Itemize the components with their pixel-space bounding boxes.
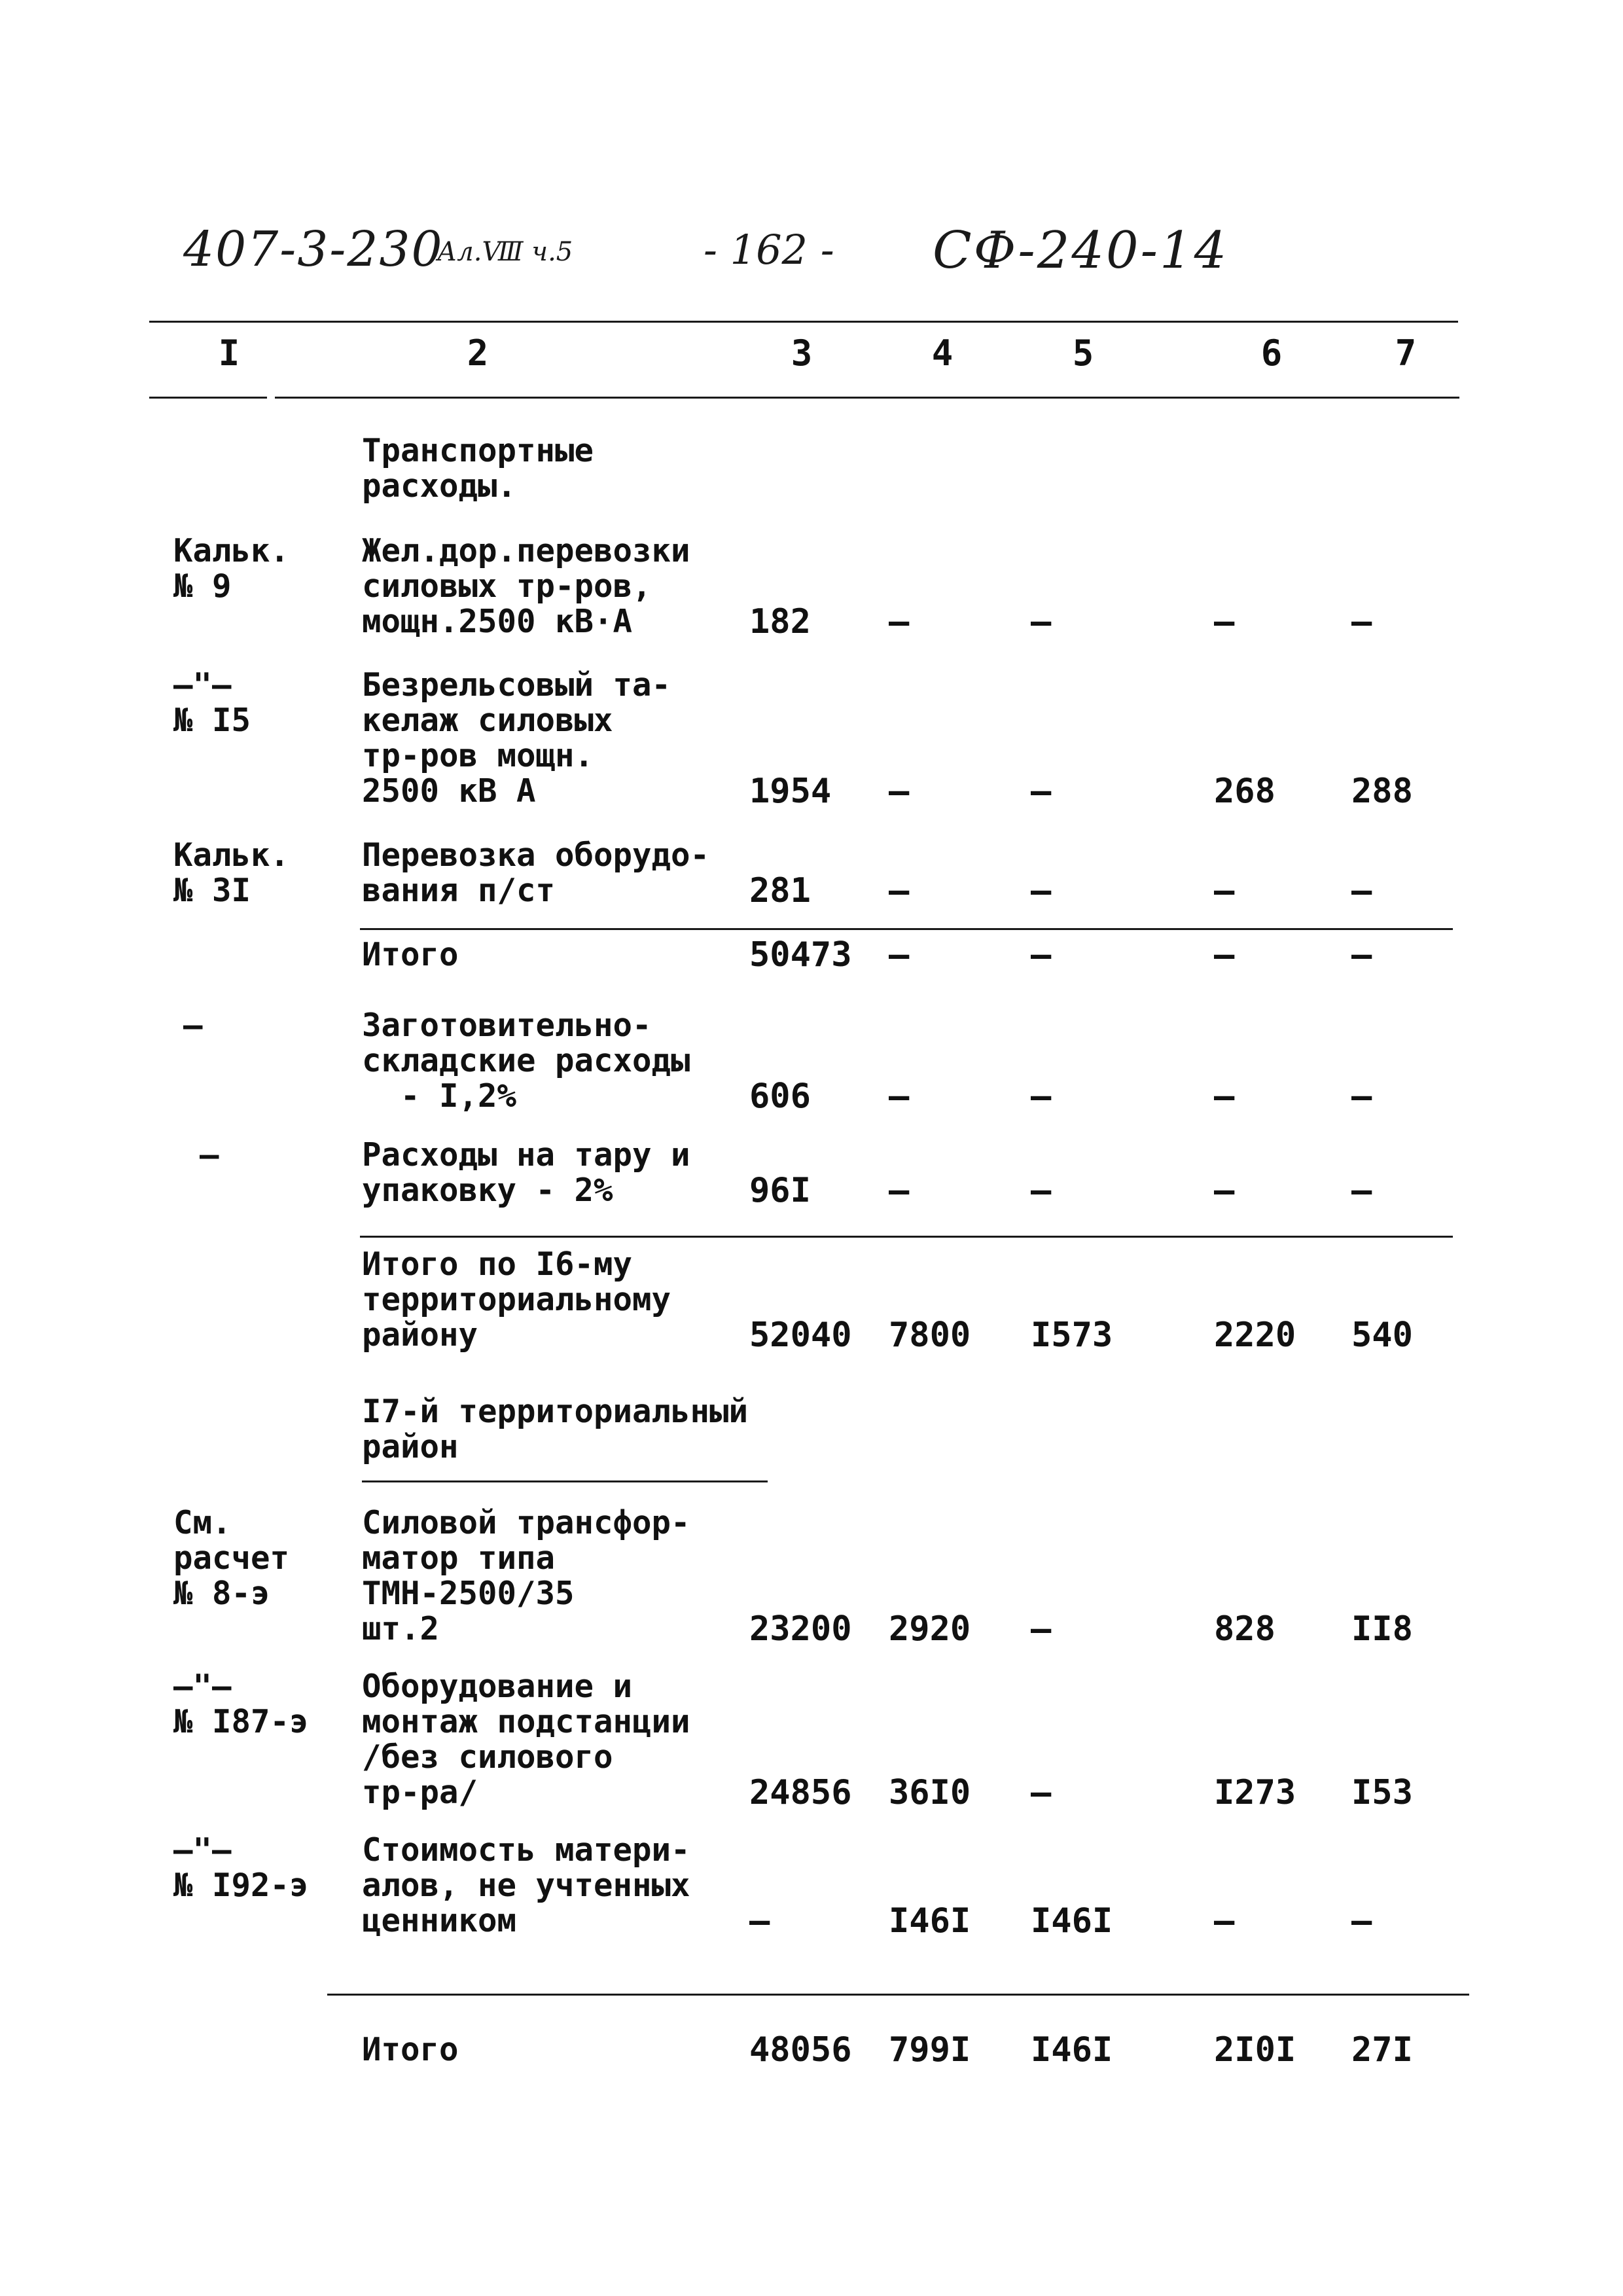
row-col7: I53 [1351,1773,1413,1812]
row-col7: – [1351,1077,1372,1116]
grand-total-rule [327,1994,1469,1996]
row-col4: 36I0 [889,1773,971,1812]
row-description: Жел.дор.перевозки силовых тр-ров, мощн.2500 кВ·А [362,532,690,640]
row-col5: – [1031,772,1052,811]
section-heading: I7-й территориальный район [362,1393,749,1465]
row-col6: I273 [1214,1773,1296,1812]
subtotal-rule [360,928,1453,930]
row-reference: Кальк. № 9 [173,532,290,605]
sheet-code: СФ-240-14 [933,221,1229,280]
row-col6: – [1214,1171,1235,1210]
row-col3: 50473 [749,935,852,975]
row-col5: – [1031,1609,1052,1649]
row-description: Транспортные расходы. [362,432,594,505]
row-description: Расходы на тару и упаковку - 2% [362,1136,690,1209]
row-col3: 182 [749,602,811,641]
table-header-rule-left [149,397,267,399]
row-col3: 606 [749,1077,811,1116]
row-col3: 52040 [749,1316,852,1355]
row-col7: 540 [1351,1316,1413,1355]
row-col7: 27I [1351,2030,1413,2070]
row-col3: 48056 [749,2030,852,2070]
column-number-6: 6 [1260,332,1283,374]
section-heading-underline [362,1480,768,1482]
row-col6: – [1214,935,1235,975]
row-description: Заготовительно- складские расходы - I,2% [362,1007,690,1115]
row-col4: – [889,871,910,910]
row-description: Итого [362,936,459,973]
row-col6: 2220 [1214,1316,1296,1355]
column-number-2: 2 [467,332,489,374]
row-col3: 23200 [749,1609,852,1649]
row-description: Безрельсовый та- келаж силовых тр-ров мощн. 2500 кВ А [362,666,671,810]
row-col6: 268 [1214,772,1275,811]
row-description: Итого по I6-му территориальному району [362,1246,671,1354]
row-col4: – [889,1171,910,1210]
column-number-5: 5 [1072,332,1094,374]
row-col5: – [1031,602,1052,641]
row-col6: 828 [1214,1609,1275,1649]
row-col6: – [1214,1077,1235,1116]
total-rule [360,1236,1453,1238]
row-col4: 2920 [889,1609,971,1649]
row-col5: I46I [1031,1901,1113,1941]
album-part: Ал.Ⅷ ч.5 [437,237,573,267]
row-col5: I573 [1031,1316,1113,1355]
row-col7: – [1351,871,1372,910]
row-col3: 1954 [749,772,832,811]
row-col6: 2I0I [1214,2030,1296,2070]
column-number-4: 4 [931,332,954,374]
table-header-rule-right [275,397,1459,399]
row-col4: 799I [889,2030,971,2070]
row-col4: – [889,935,910,975]
row-reference: –"– № I5 [173,666,251,739]
row-reference: См. расчет № 8-э [173,1504,290,1612]
row-col5: I46I [1031,2030,1113,2070]
column-number-7: 7 [1395,332,1417,374]
row-col5: – [1031,1077,1052,1116]
row-col3: – [749,1901,770,1941]
row-reference: – [183,1007,203,1044]
row-col4: – [889,772,910,811]
row-col4: 7800 [889,1316,971,1355]
row-col3: 24856 [749,1773,852,1812]
column-number-1: I [218,332,240,374]
table-top-rule [149,321,1458,323]
row-reference: –"– № I92-э [173,1831,309,1904]
row-col5: – [1031,1171,1052,1210]
row-col7: 288 [1351,772,1413,811]
row-col7: – [1351,1901,1372,1941]
column-number-3: 3 [791,332,813,374]
row-col7: – [1351,935,1372,975]
row-col3: 96I [749,1171,811,1210]
row-col7: – [1351,1171,1372,1210]
row-description: Силовой трансфор- матор типа ТМН-2500/35 шт.2 [362,1504,690,1647]
row-col5: – [1031,871,1052,910]
row-col6: – [1214,602,1235,641]
row-col6: – [1214,871,1235,910]
row-col5: – [1031,1773,1052,1812]
row-reference: –"– № I87-э [173,1668,309,1740]
row-description: Итого [362,2031,459,2068]
row-col4: – [889,602,910,641]
row-col7: II8 [1351,1609,1413,1649]
row-reference: – [200,1136,219,1174]
page-number: - 162 - [704,226,834,274]
row-description: Стоимость матери- алов, не учтенных ценником [362,1831,690,1939]
row-col6: – [1214,1901,1235,1941]
row-col4: – [889,1077,910,1116]
row-col5: – [1031,935,1052,975]
project-code: 407-3-230 [183,221,444,278]
row-reference: Кальк. № 3I [173,836,290,909]
row-col7: – [1351,602,1372,641]
row-col4: I46I [889,1901,971,1941]
row-description: Перевозка оборудо- вания п/ст [362,836,710,909]
row-col3: 281 [749,871,811,910]
row-description: Оборудование и монтаж подстанции /без силового тр-ра/ [362,1668,690,1811]
